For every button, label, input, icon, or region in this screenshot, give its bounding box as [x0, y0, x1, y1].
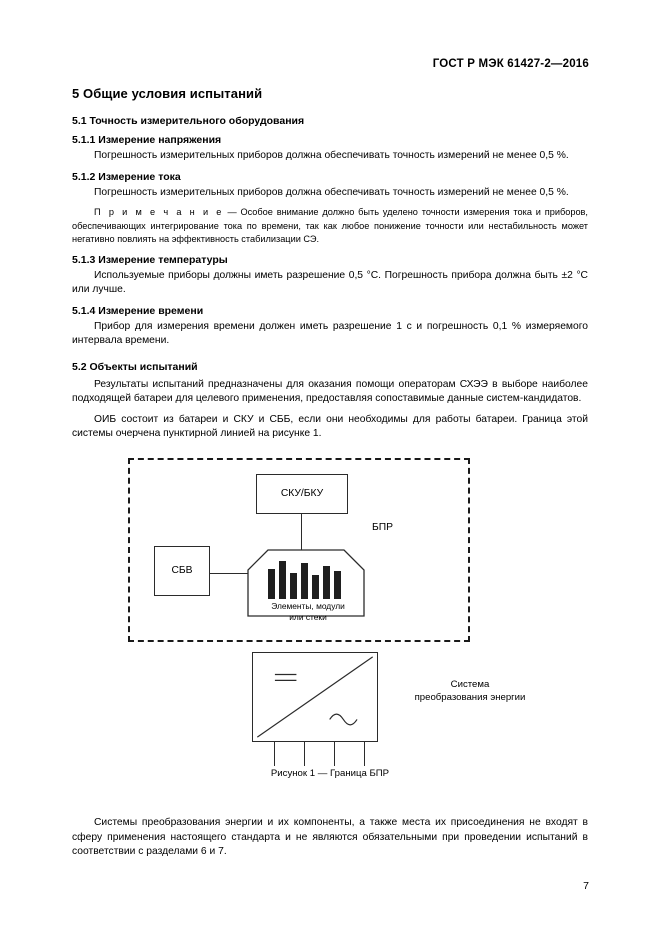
- section-5-heading: 5 Общие условия испытаний: [72, 86, 263, 101]
- sbv-box: СБВ: [154, 546, 210, 596]
- section-5-2-heading: 5.2 Объекты испытаний: [72, 360, 198, 373]
- section-5-1-heading: 5.1 Точность измерительного оборудования: [72, 115, 305, 127]
- note-label: П р и м е ч а н и е: [94, 207, 224, 217]
- note-text: — Особое внимание должно быть уделено точности измерения тока и приборов, обеспечивающих интегрирование тока по времени, так как любое понижение точности или нестабильность может негативно повлиять на эффективность стабилизации СЭ.: [72, 207, 588, 244]
- cells-label-line-2: или стеки: [289, 611, 327, 622]
- section-5-1-2-text: Погрешность измерительных приборов должна обеспечивать точность измерений не менее 0,5 %.: [94, 186, 569, 198]
- document-content: [72, 86, 588, 786]
- section-5-1-2-heading: 5.1.2 Измерение тока: [72, 170, 181, 183]
- section-5-1-4-text: Прибор для измерения времени должен иметь разрешение 1 с и погрешность 0,1 % измеряемого интервала времени.: [72, 320, 588, 346]
- note-paragraph: [72, 206, 588, 247]
- section-5-1-3-heading: 5.1.3 Измерение температуры: [72, 253, 228, 266]
- power-conversion-label: [390, 678, 550, 704]
- converter-leg-1: [274, 742, 275, 766]
- section-5-1-3-text: Используемые приборы должны иметь разрешение 0,5 °С. Погрешность прибора должна быть ±2 °С или лучше.: [72, 269, 588, 295]
- power-conversion-label-line-1: Система: [450, 678, 490, 690]
- converter-leg-4: [364, 742, 365, 766]
- section-5-1-1-heading: 5.1.1 Измерение напряжения: [72, 134, 222, 146]
- section-5-1-4-heading: 5.1.4 Измерение времени: [72, 304, 204, 317]
- power-conversion-label-line-2: преобразования энергии: [414, 691, 526, 703]
- closing-paragraph-wrapper: [72, 816, 588, 866]
- section-5-2-paragraph-2: ОИБ состоит из батареи и СКУ и СББ, если они необходимы для работы батареи. Граница этой системы очерчена пунктирной линией на рисунке 1.: [72, 413, 588, 439]
- page-number: 7: [583, 880, 589, 892]
- sku-connector-line: [301, 514, 302, 550]
- figure-caption: Рисунок 1 — Граница БПР: [270, 767, 390, 779]
- cells-label-line-1: Элементы, модули: [271, 600, 345, 611]
- closing-paragraph: Системы преобразования энергии и их компоненты, а также места их присоединения не входят в сферу применения настоящего стандарта и не являются обязательными при проведении испытаний в соответствии с разделами 6 и 7.: [72, 817, 588, 857]
- power-conversion-box: [252, 652, 378, 742]
- converter-leg-3: [334, 742, 335, 766]
- battery-cells-group: [268, 559, 346, 599]
- section-5-1-1-text: Погрешность измерительных приборов должна обеспечивать точность измерений не менее 0,5 %.: [94, 150, 569, 161]
- bpr-label: БПР: [372, 521, 394, 533]
- section-5-2-paragraph-1: Результаты испытаний предназначены для оказания помощи операторам СХЭЭ в выборе наиболее подходящей батареи для целевого применения, предоставляя сопоставимые данные систем-кандидатов.: [72, 378, 588, 404]
- figure-1: [72, 456, 588, 786]
- sku-bku-box: СКУ/БКУ: [256, 474, 348, 514]
- cells-label: [250, 601, 366, 623]
- standard-header: ГОСТ Р МЭК 61427-2—2016: [432, 58, 589, 70]
- converter-leg-2: [304, 742, 305, 766]
